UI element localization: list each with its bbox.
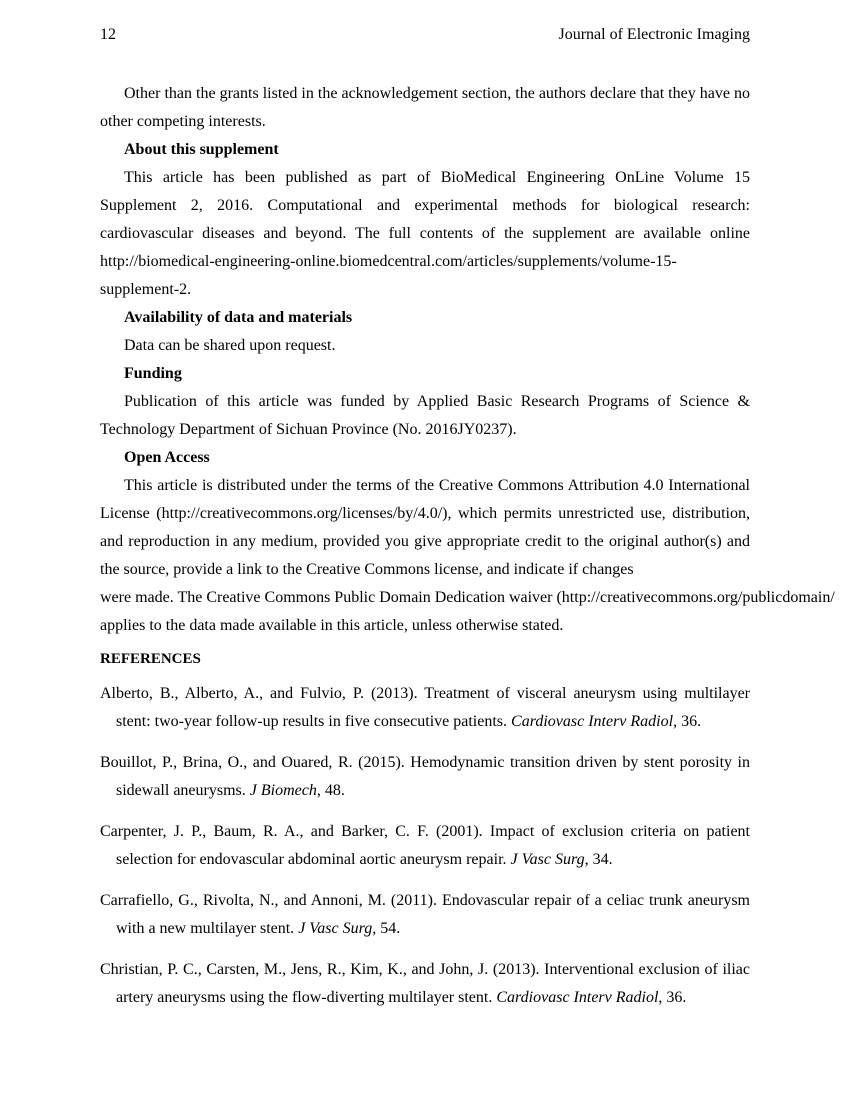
references-title: REFERENCES bbox=[100, 651, 201, 667]
reference-volume: , 36. bbox=[658, 989, 687, 1006]
open-access-text-main: This article is distributed under the terms of the Creative Commons Attribution 4.0 International License (http://creativecommons.org/licenses/by/4.0/), which permits unrestricted use, distribution, and reproduction in any medium, provided you give appropriate credit to the original author(s) and the source, provide a link to the Creative Commons license, and indicate if changes bbox=[100, 477, 750, 578]
about-supplement-paragraph: This article has been published as part of BioMedical Engineering OnLine Volume 15 Supplement 2, 2016. Computational and experimental methods for biological research: cardiovascular diseases and beyond. The full contents of the supplement are available online http://biomedical-engineering-online.biomedcentral.com/articles/supplements/volume-15-supplement-2. bbox=[100, 169, 750, 298]
reference-volume: , 54. bbox=[372, 920, 401, 937]
reference-volume: , 34. bbox=[584, 851, 613, 868]
reference-text: Christian, P. C., Carsten, M., Jens, R., Kim, K., and John, J. (2013). Interventional exclusion of iliac artery aneurysms using the flow-diverting multilayer stent. bbox=[100, 961, 750, 1006]
open-access-text-overflow-line: were made. The Creative Commons Public Domain Dedication waiver (http://creativecommons.org/publicdomain/ bbox=[100, 589, 835, 606]
about-supplement-heading: About this supplement bbox=[124, 141, 279, 158]
open-access-text-end: applies to the data made available in this article, unless otherwise stated. bbox=[100, 617, 564, 634]
reference-text: Carpenter, J. P., Baum, R. A., and Barker, C. F. (2001). Impact of exclusion criteria on patient selection for endovascular abdominal aortic aneurysm repair. bbox=[100, 823, 750, 868]
page-number: 12 bbox=[100, 26, 116, 43]
reference-item bbox=[100, 956, 750, 1012]
competing-interests-paragraph: Other than the grants listed in the acknowledgement section, the authors declare that they have no other competing interests. bbox=[100, 85, 750, 130]
reference-list bbox=[100, 680, 750, 1025]
reference-journal: J Vasc Surg bbox=[298, 920, 373, 937]
reference-text: Alberto, B., Alberto, A., and Fulvio, P. (2013). Treatment of visceral aneurysm using multilayer stent: two-year follow-up results in five consecutive patients. bbox=[100, 685, 750, 730]
journal-name: Journal of Electronic Imaging bbox=[558, 26, 750, 43]
reference-item bbox=[100, 749, 750, 805]
open-access-paragraph bbox=[100, 472, 835, 640]
open-access-heading: Open Access bbox=[124, 449, 210, 466]
reference-journal: Cardiovasc Interv Radiol bbox=[496, 989, 659, 1006]
reference-journal: J Vasc Surg bbox=[510, 851, 585, 868]
reference-text: Bouillot, P., Brina, O., and Ouared, R. (2015). Hemodynamic transition driven by stent porosity in sidewall aneurysms. bbox=[100, 754, 750, 799]
back-matter bbox=[100, 80, 835, 640]
funding-heading: Funding bbox=[124, 365, 182, 382]
reference-journal: Cardiovasc Interv Radiol bbox=[511, 713, 674, 730]
reference-volume: , 48. bbox=[316, 782, 345, 799]
availability-heading: Availability of data and materials bbox=[124, 309, 353, 326]
reference-item bbox=[100, 887, 750, 943]
reference-text: Carrafiello, G., Rivolta, N., and Annoni, M. (2011). Endovascular repair of a celiac trunk aneurysm with a new multilayer stent. bbox=[100, 892, 750, 937]
running-header bbox=[100, 26, 750, 46]
funding-paragraph: Publication of this article was funded by Applied Basic Research Programs of Science & Technology Department of Sichuan Province (No. 2016JY0237). bbox=[100, 393, 750, 438]
availability-paragraph: Data can be shared upon request. bbox=[124, 337, 336, 354]
reference-journal: J Biomech bbox=[249, 782, 317, 799]
reference-volume: , 36. bbox=[673, 713, 702, 730]
reference-item bbox=[100, 680, 750, 736]
reference-item bbox=[100, 818, 750, 874]
